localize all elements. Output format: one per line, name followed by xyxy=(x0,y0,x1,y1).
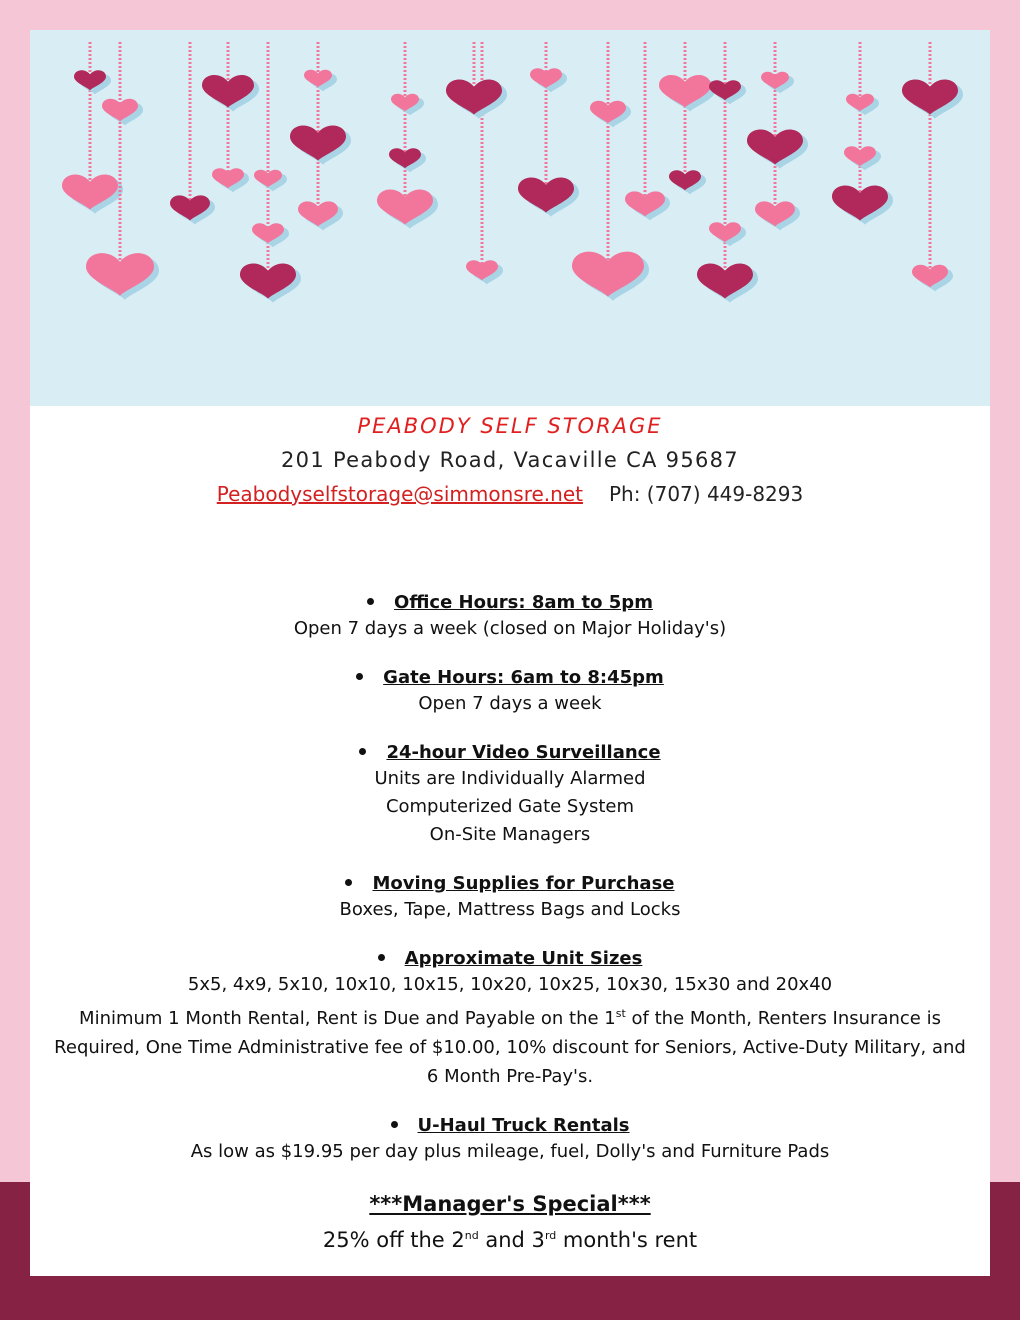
hearts-banner xyxy=(30,30,990,406)
special-title: ***Manager's Special*** xyxy=(369,1192,651,1216)
section-uhaul xyxy=(30,1114,990,1166)
section-surveillance xyxy=(30,741,990,849)
section-unit-sizes xyxy=(30,947,990,1091)
heart-icon xyxy=(446,79,502,114)
email-link[interactable]: Peabodyselfstorage@simmonsre.net xyxy=(216,482,583,506)
section-line: As low as $19.95 per day plus mileage, fuel, Dolly's and Furniture Pads xyxy=(190,1141,830,1162)
bullet-icon xyxy=(359,748,366,755)
section-title: 24-hour Video Surveillance xyxy=(386,742,661,763)
section-title: Moving Supplies for Purchase xyxy=(372,873,675,894)
bullet-icon xyxy=(356,673,363,680)
section-line: 5x5, 4x9, 5x10, 10x10, 10x15, 10x20, 10x25, 10x30, 15x30 and 20x40 xyxy=(187,974,833,995)
heart-icon xyxy=(240,263,296,298)
rental-terms: Minimum 1 Month Rental, Rent is Due and Payable on the 1st of the Month, Renters Insurance is Required, One Time Administrative fee of $10.00, 10% discount for Seniors, Active-Duty Military, and 6 Month Pre-Pay's. xyxy=(54,1007,966,1087)
bullet-icon xyxy=(345,879,352,886)
section-line: Open 7 days a week xyxy=(418,693,602,714)
heart-icon xyxy=(697,263,753,298)
heart-icon xyxy=(902,79,958,114)
flyer-content xyxy=(30,406,990,1257)
bullet-icon xyxy=(391,1121,398,1128)
bullet-icon xyxy=(367,598,374,605)
phone-number: Ph: (707) 449-8293 xyxy=(608,482,804,506)
company-name: PEABODY SELF STORAGE xyxy=(357,414,663,438)
bullet-icon xyxy=(378,954,385,961)
section-title: Approximate Unit Sizes xyxy=(404,948,643,969)
section-moving-supplies xyxy=(30,872,990,924)
company-address: 201 Peabody Road, Vacaville CA 95687 xyxy=(281,448,739,472)
section-office-hours xyxy=(30,591,990,643)
special-text: 25% off the 2nd and 3rd month's rent xyxy=(322,1228,698,1252)
contact-line xyxy=(30,477,990,511)
section-line: Open 7 days a week (closed on Major Holiday's) xyxy=(293,618,727,639)
section-line: Boxes, Tape, Mattress Bags and Locks xyxy=(339,899,681,920)
section-line: On-Site Managers xyxy=(429,824,591,845)
section-title: Office Hours: 8am to 5pm xyxy=(394,592,653,613)
info-sections xyxy=(30,591,990,1166)
flyer-page xyxy=(30,30,990,1276)
section-line: Computerized Gate System xyxy=(385,796,635,817)
section-title: U-Haul Truck Rentals xyxy=(417,1115,630,1136)
hanging-hearts-illustration xyxy=(30,30,990,406)
section-line: Units are Individually Alarmed xyxy=(374,768,646,789)
section-gate-hours xyxy=(30,666,990,718)
section-title: Gate Hours: 6am to 8:45pm xyxy=(383,667,664,688)
